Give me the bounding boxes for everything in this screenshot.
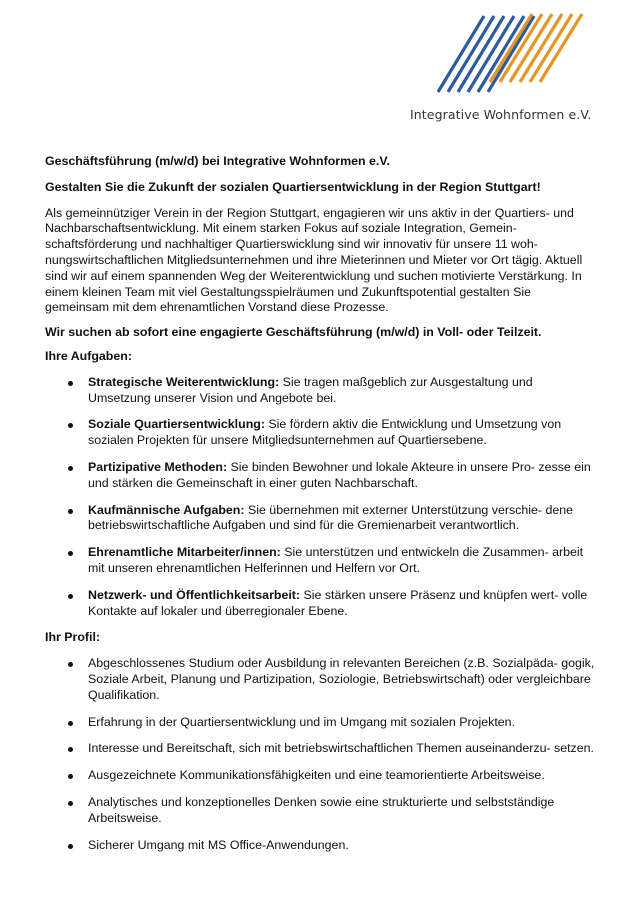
profile-list [45,656,595,853]
task-text: Sie stärken unsere Präsenz und knüpfen wert- volle Kontakte auf lokaler und überregionaler Ebene. [88,587,588,618]
intro-paragraph: Als gemeinnütziger Verein in der Region Stuttgart, engagieren wir uns aktiv in der Quartiers- und Nachbarschaftsentwicklung. Mit einem starken Fokus auf soziale Integration, Gemein- schaftsförderung und nachhaltiger Quartierswicklung sind wir innovativ für unsere 11 woh- nungswirtschaftlichen Mitgliedsunternehmen und ihre Mieterinnen und Mieter vor Ort tägig. Aktuell sind wir auf einem spannenden Weg der Weiterentwicklung und suchen motivierte Verstärkung. In einem kleinen Team mit viel Gestaltungsspielräumen und Zukunftspotential gestalten Sie gemeinsam mit dem ehrenamtlichen Vorstand diese Prozesse. [45,205,583,315]
organization-logo [410,10,600,126]
list-item: Analytisches und konzeptionelles Denken sowie eine strukturierte und selbstständige Arbeitsweise. [45,795,595,827]
list-item [45,545,595,577]
tasks-heading: Ihre Aufgaben: [45,348,132,363]
list-item: Interesse und Bereitschaft, sich mit betriebswirtschaftlichen Themen auseinanderzu- setzen. [45,741,595,757]
job-posting [45,154,595,864]
job-title: Geschäftsführung (m/w/d) bei Integrative Wohnformen e.V. [45,154,390,168]
task-label: Kaufmännische Aufgaben: [88,502,245,517]
job-subtitle: Gestalten Sie die Zukunft der sozialen Quartiersentwicklung in der Region Stuttgart! [45,179,541,194]
diagonal-stripes-icon [434,12,584,96]
list-item [45,503,595,535]
list-item: Ausgezeichnete Kommunikationsfähigkeiten und eine teamorientierte Arbeitsweise. [45,768,595,784]
list-item: Abgeschlossenes Studium oder Ausbildung in relevanten Bereichen (z.B. Sozialpäda- gogik, Soziale Arbeit, Planung und Partizipation, Soziologie, Betriebswirtschaft) oder vergleichbare Qualifikation. [45,656,595,703]
seeking-statement: Wir suchen ab sofort eine engagierte Geschäftsführung (m/w/d) in Voll- oder Teilzeit. [45,325,542,340]
list-item [45,588,595,620]
task-text: Sie binden Bewohner und lokale Akteure in unsere Pro- zesse ein und stärken die Gemeinschaft in einer guten Nachbarschaft. [88,459,591,490]
list-item [45,460,595,492]
profile-heading: Ihr Profil: [45,630,101,645]
task-text: Sie tragen maßgeblich zur Ausgestaltung und Umsetzung unserer Vision und Angebote bei. [88,374,533,405]
list-item: Erfahrung in der Quartiersentwicklung und im Umgang mit sozialen Projekten. [45,715,595,731]
org-name: Integrative Wohnformen e.V. [410,107,592,122]
list-item [45,375,595,407]
task-label: Strategische Weiterentwicklung: [88,374,280,389]
task-text: Sie übernehmen mit externer Unterstützung verschie- dene betriebswirtschaftliche Aufgaben und sind für die Gremienarbeit verantwortlich. [88,502,574,533]
list-item: Sicherer Umgang mit MS Office-Anwendungen. [45,838,595,854]
list-item [45,417,595,449]
task-text: Sie fördern aktiv die Entwicklung und Umsetzung von sozialen Projekten für unsere Mitgliedsunternehmen auf Quartiersebene. [88,417,562,448]
task-label: Partizipative Methoden: [88,459,228,474]
task-label: Netzwerk- und Öffentlichkeitsarbeit: [88,587,301,602]
task-label: Soziale Quartiersentwicklung: [88,417,265,432]
task-label: Ehrenamtliche Mitarbeiter/innen: [88,545,281,560]
task-text: Sie unterstützen und entwickeln die Zusammen- arbeit mit unseren ehrenamtlichen Helferinnen und Helfern vor Ort. [88,545,584,575]
tasks-list [45,375,595,620]
